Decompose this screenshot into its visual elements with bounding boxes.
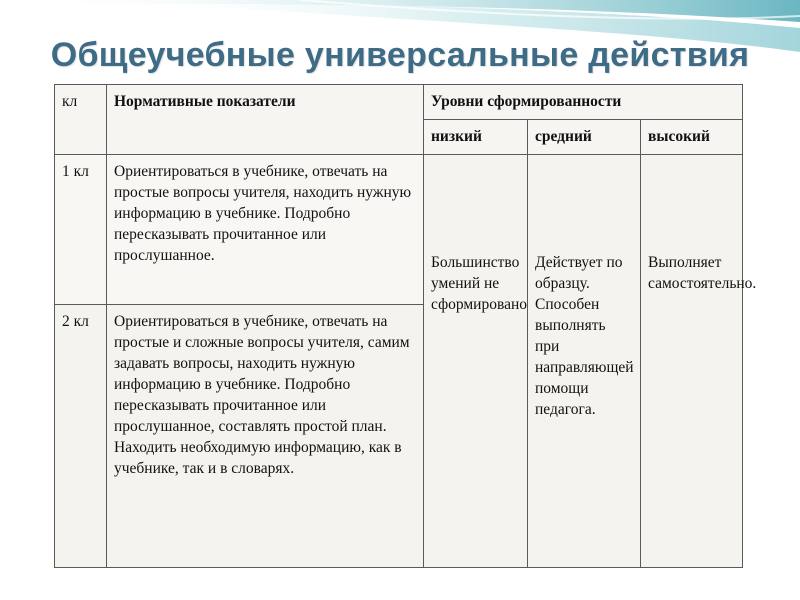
header-levels: Уровни сформированности [424,85,743,120]
grade-cell: 2 кл [55,305,107,568]
table-row [55,155,743,305]
level-low-description: Большинство умений не сформировано [424,155,528,568]
indicators-cell: Ориентироваться в учебнике, отвечать на простые вопросы учителя, находить нужную информацию в учебнике. Подробно пересказывать прочитанное или прослушанное. [107,155,424,305]
slide-title: Общеучебные универсальные действия [50,36,750,74]
indicators-cell: Ориентироваться в учебнике, отвечать на простые и сложные вопросы учителя, самим задавать вопросы, находить нужную информацию в учебнике. Подробно пересказывать прочитанное или прослушанное, составлять простой план. Находить необходимую информацию, как в учебнике, так и в словарях. [107,305,424,568]
level-high-description: Выполняет самостоятельно. [641,155,743,568]
level-medium-description: Действует по образцу. Способен выполнять при направляющей помощи педагога. [528,155,641,568]
grade-cell: 1 кл [55,155,107,305]
level-low-header: низкий [424,120,528,155]
header-indicators: Нормативные показатели [107,85,424,155]
level-medium-header: средний [528,120,641,155]
table-header-row [55,85,743,120]
level-high-header: высокий [641,120,743,155]
skills-table [54,84,757,568]
header-grade: кл [55,85,107,155]
